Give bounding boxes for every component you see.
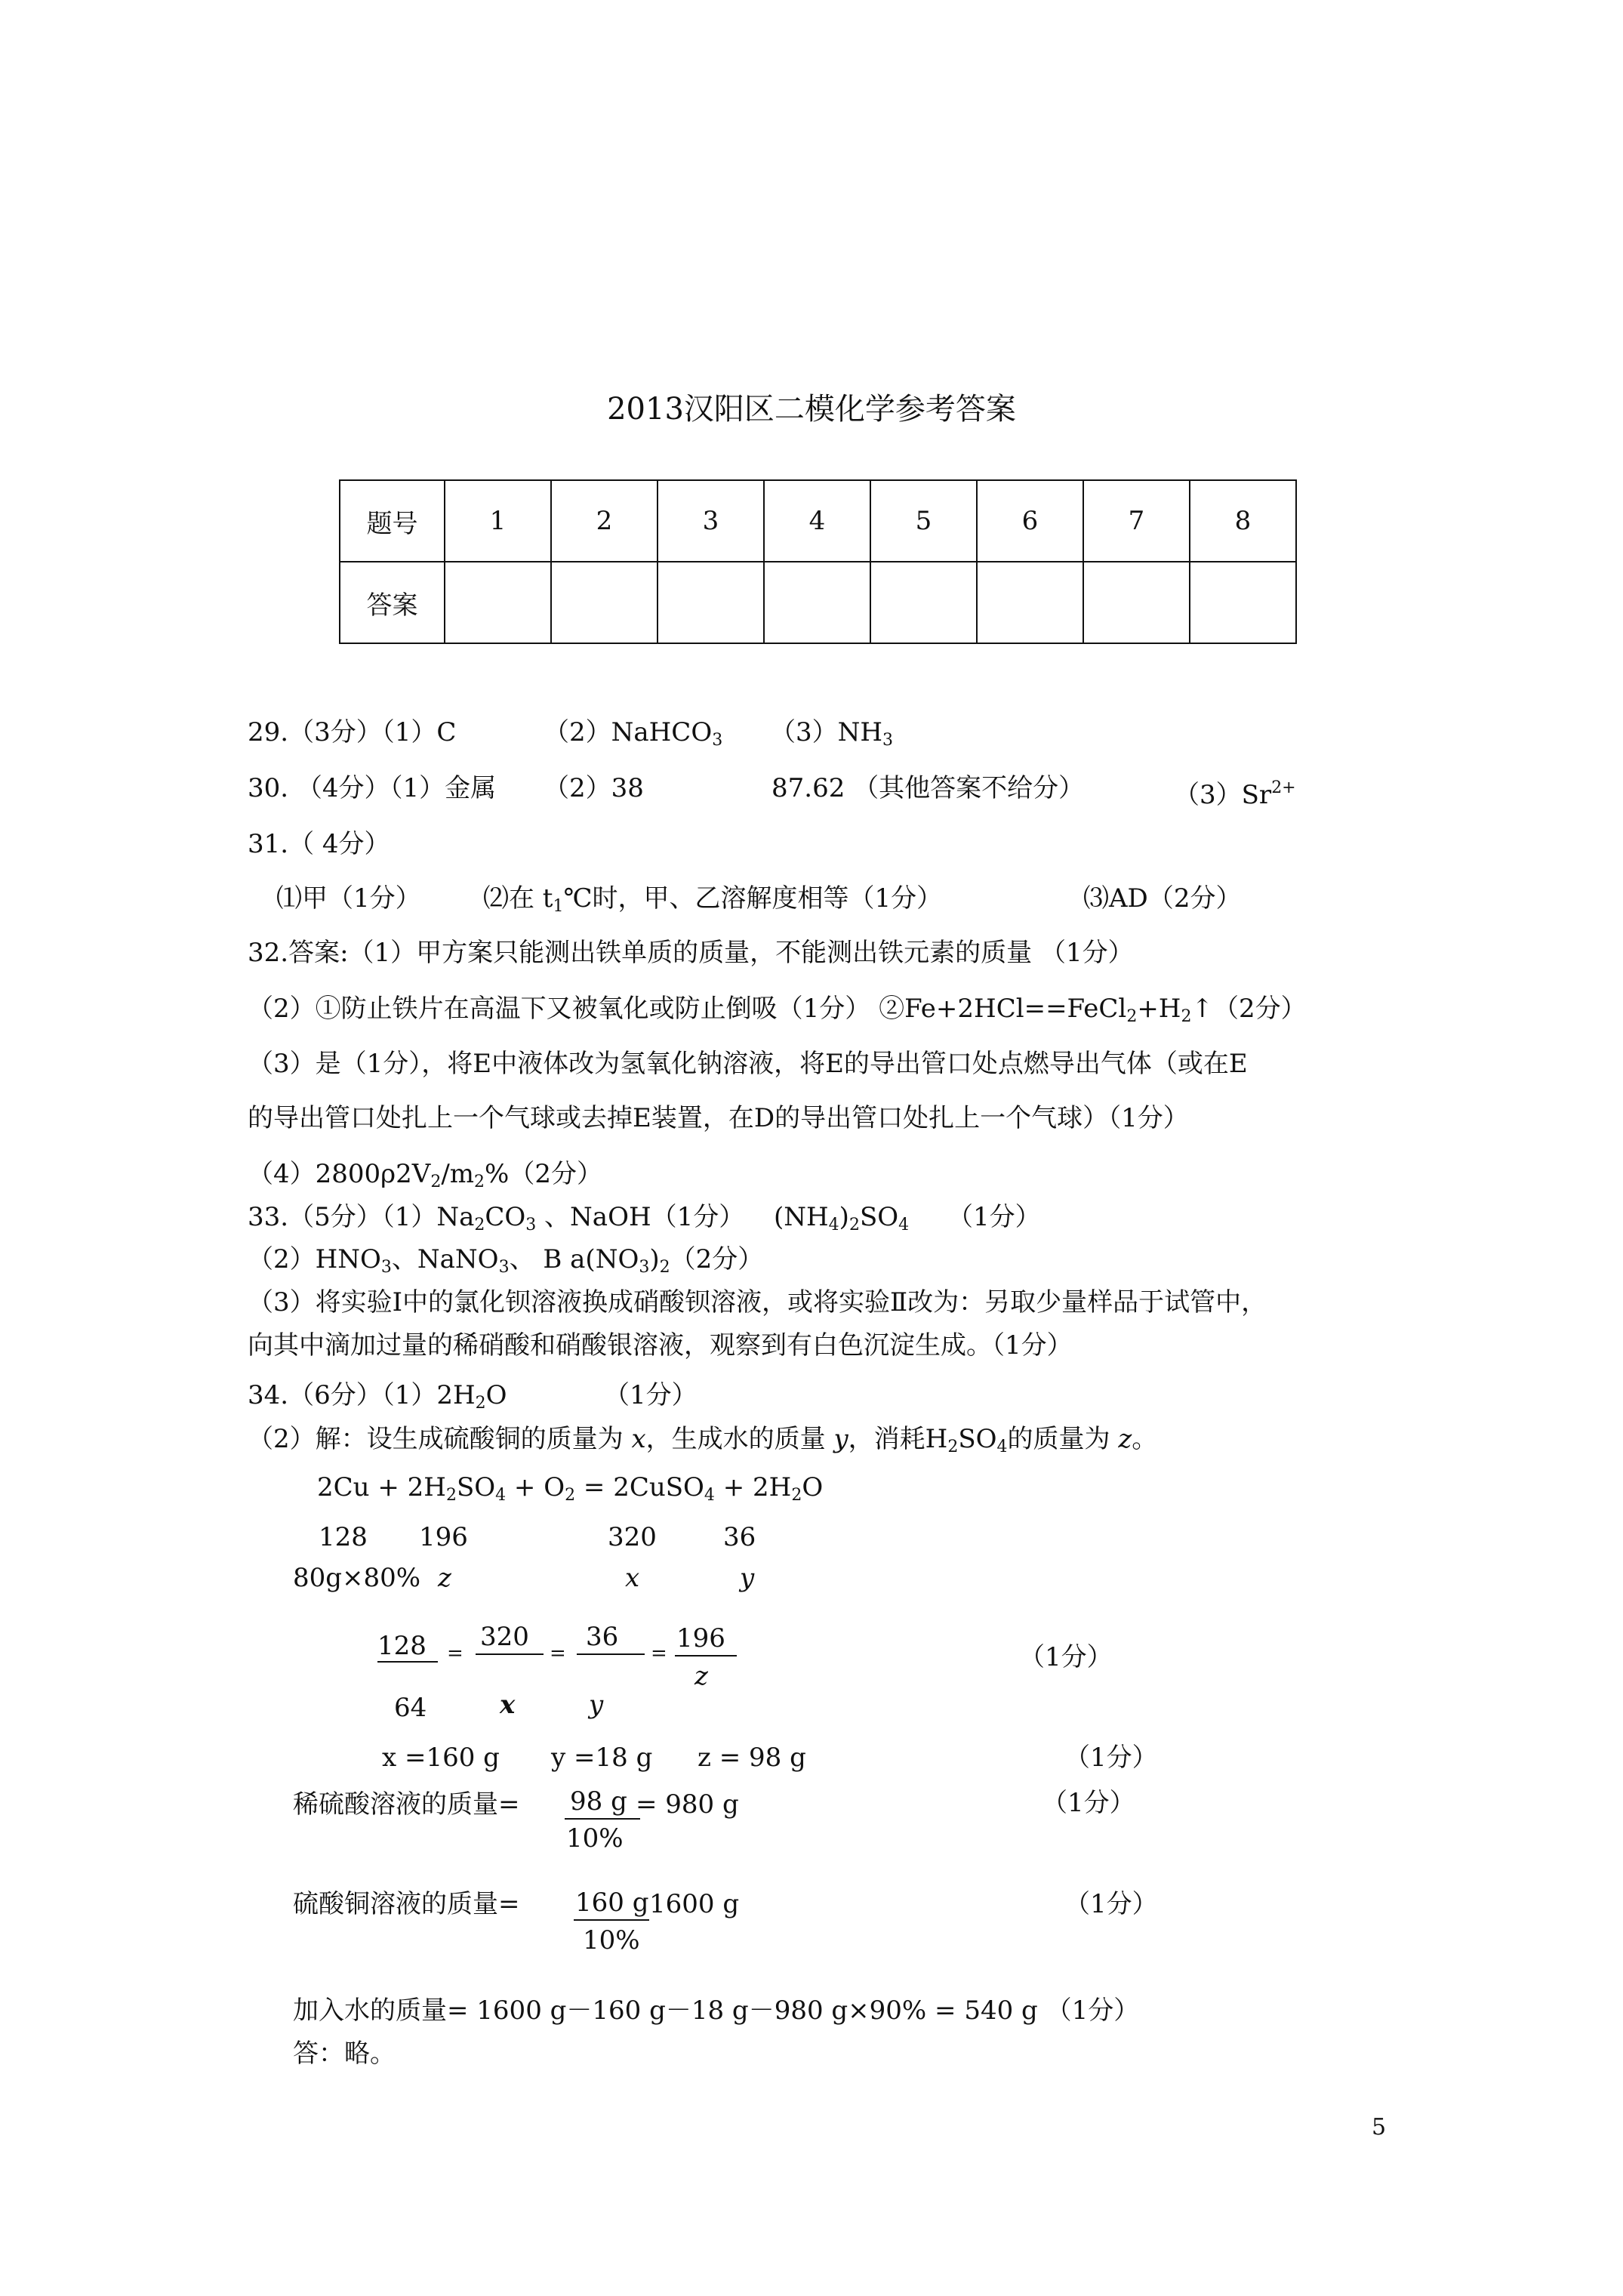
subscript: 4 xyxy=(828,1216,839,1234)
subscript: 3 xyxy=(639,1258,650,1277)
question-number-cell: 5 xyxy=(870,480,977,562)
subscript: 3 xyxy=(380,1258,392,1277)
row-header: 答案 xyxy=(340,562,445,643)
molar-mass-cu: 128 xyxy=(319,1522,368,1552)
result-z: z = 98 g xyxy=(698,1743,806,1773)
subscript: 4 xyxy=(704,1486,715,1505)
row-header: 题号 xyxy=(340,480,445,562)
q30-part3 xyxy=(1174,773,1296,810)
acid-mass-score: （1分） xyxy=(1042,1788,1135,1818)
var-x: x xyxy=(625,1563,640,1593)
q34-text: 34.（6分）（1）2H xyxy=(248,1380,476,1410)
subscript: 2 xyxy=(791,1486,802,1505)
question-number-cell: 6 xyxy=(977,480,1083,562)
subscript: 3 xyxy=(882,731,894,750)
q30-part2b: 87.62 （其他答案不给分） xyxy=(771,773,1085,803)
ratio-1-den: 64 xyxy=(394,1693,427,1723)
answer-cell xyxy=(658,562,764,643)
acid-mass-num: 98 g xyxy=(570,1786,627,1817)
q33-text: 、NaOH（1分） xyxy=(536,1202,745,1232)
ratio-4-num: 196 xyxy=(676,1623,725,1653)
ratio-score: （1分） xyxy=(1019,1642,1113,1672)
subscript: 2 xyxy=(475,1394,486,1413)
molar-mass-h2o: 36 xyxy=(723,1522,756,1552)
fraction-bar xyxy=(476,1653,544,1655)
cuso4-mass-den: 10% xyxy=(583,1925,640,1955)
subscript: 2 xyxy=(1181,1007,1192,1026)
mass-cu: 80g×80% xyxy=(293,1563,421,1593)
q32-line5 xyxy=(248,1159,602,1197)
q34-line1 xyxy=(248,1380,507,1419)
q34-text: ，生成水的质量 xyxy=(645,1424,826,1454)
q32-line3: （3）是（1分），将E中液体改为氢氧化钠溶液，将E的导出管口处点燃导出气体（或在E xyxy=(248,1049,1248,1079)
q32-line5-text-b: /m xyxy=(441,1159,475,1189)
cuso4-mass-score: （1分） xyxy=(1064,1889,1158,1919)
answer-cell xyxy=(1190,562,1296,643)
subscript: 2 xyxy=(474,1216,485,1234)
q34-text: SO xyxy=(958,1424,997,1454)
question-number-cell: 3 xyxy=(658,480,764,562)
q32-line5-text-c: %（2分） xyxy=(485,1159,602,1189)
subscript: 2 xyxy=(445,1486,457,1505)
cuso4-mass-num: 160 g xyxy=(575,1888,649,1918)
answer-cell xyxy=(870,562,977,643)
q34-line1-score: （1分） xyxy=(604,1380,698,1410)
page-number: 5 xyxy=(1372,2114,1387,2140)
answer-cell xyxy=(764,562,870,643)
eq-text: = 2CuSO xyxy=(575,1472,704,1502)
q33-text: 、NaNO xyxy=(391,1244,499,1274)
subscript: 3 xyxy=(525,1216,537,1234)
q31-part2-text-b: ℃时，甲、乙溶解度相等（1分） xyxy=(563,883,943,914)
subscript: 2 xyxy=(474,1173,485,1191)
q33-text: ) xyxy=(649,1244,660,1274)
molar-mass-cuso4: 320 xyxy=(608,1522,657,1552)
cuso4-mass-value: 1600 g xyxy=(649,1889,740,1919)
q33-text: SO xyxy=(859,1202,899,1232)
q29-line xyxy=(248,717,456,747)
fraction-bar xyxy=(577,1653,645,1655)
q33-text: ) xyxy=(839,1202,849,1232)
q33-line3: （3）将实验Ⅰ中的氯化钡溶液换成硝酸钡溶液，或将实验Ⅱ改为：另取少量样品于试管中， xyxy=(248,1287,1267,1318)
q33-line1-part2 xyxy=(774,1202,909,1240)
molar-mass-h2so4: 196 xyxy=(419,1522,468,1552)
fraction-bar xyxy=(565,1818,640,1820)
water-mass-line: 加入水的质量= 1600 g－160 g－18 g－980 g×90% = 540 g （1分） xyxy=(293,1996,1140,2026)
q34-text: ，消耗H xyxy=(848,1424,948,1454)
final-answer: 答：略。 xyxy=(293,2039,396,2069)
q33-line2 xyxy=(248,1244,763,1283)
result-y: y =18 g xyxy=(551,1743,653,1773)
q33-text: （2）HNO xyxy=(248,1244,381,1274)
reaction-equation xyxy=(317,1472,823,1511)
cuso4-mass-label: 硫酸铜溶液的质量= xyxy=(293,1889,520,1919)
var-z: z xyxy=(438,1563,451,1593)
question-number-cell: 7 xyxy=(1083,480,1190,562)
q29-part1: 29.（3分）（1）C xyxy=(248,717,457,747)
ratio-1-num: 128 xyxy=(377,1631,427,1661)
q32-line2-text: （2）①防止铁片在高温下又被氧化或防止倒吸（1分） ②Fe+2HCl==FeCl xyxy=(248,994,1127,1024)
q33-text: CO xyxy=(485,1202,526,1232)
acid-mass-value: = 980 g xyxy=(636,1789,739,1820)
q33-line4: 向其中滴加过量的稀硝酸和硝酸银溶液，观察到有白色沉淀生成。（1分） xyxy=(248,1330,1073,1361)
q31-part2 xyxy=(483,883,942,922)
q29-part3 xyxy=(770,717,893,756)
q32-line4: 的导出管口处扎上一个气球或去掉E装置，在D的导出管口处扎上一个气球）（1分） xyxy=(248,1103,1189,1133)
eq-text: SO xyxy=(456,1472,496,1502)
q30-part2: （2）38 xyxy=(544,773,644,803)
subscript: 2 xyxy=(430,1173,442,1191)
q33-text: 33.（5分）（1）Na xyxy=(248,1202,475,1232)
eq-text: 2Cu + 2H xyxy=(317,1472,446,1502)
q29-part3-text: （3）NH xyxy=(770,717,883,747)
superscript: 2+ xyxy=(1271,778,1296,797)
subscript: 4 xyxy=(898,1216,910,1234)
q34-text: 。 xyxy=(1132,1424,1158,1454)
answer-table xyxy=(339,479,1297,644)
q32-line2-text-b: +H xyxy=(1137,994,1181,1024)
subscript: 1 xyxy=(553,897,564,916)
eq-text: O xyxy=(802,1472,824,1502)
q31-part1: ⑴甲（1分） xyxy=(276,883,421,914)
question-number-cell: 1 xyxy=(445,480,551,562)
question-number-cell: 4 xyxy=(764,480,870,562)
ratio-4-den: z xyxy=(694,1661,708,1691)
q34-text: 的质量为 xyxy=(1007,1424,1110,1454)
page-title: 2013汉阳区二模化学参考答案 xyxy=(607,392,1016,427)
answer-cell xyxy=(445,562,551,643)
table-row xyxy=(340,480,1296,562)
q34-text: O xyxy=(485,1380,507,1410)
q30-part1: 30. （4分）（1）金属 xyxy=(248,773,497,803)
q33-text: (NH xyxy=(774,1202,829,1232)
q32-line2-text-c: ↑（2分） xyxy=(1191,994,1307,1024)
answer-cell xyxy=(977,562,1083,643)
equals-sign: = xyxy=(447,1642,463,1665)
result-x: x =160 g xyxy=(382,1743,500,1773)
subscript: 4 xyxy=(495,1486,507,1505)
q31-head: 31.（ 4分） xyxy=(248,829,390,859)
equals-sign: = xyxy=(651,1642,667,1665)
subscript: 2 xyxy=(1126,1007,1138,1026)
q31-part2-text: ⑵在 t xyxy=(483,883,553,914)
fraction-bar xyxy=(377,1661,438,1663)
ratio-3-den: y xyxy=(589,1690,604,1720)
fraction-bar xyxy=(574,1919,649,1921)
eq-text: + O xyxy=(506,1472,565,1502)
q29-part2-text: （2）NaHCO xyxy=(544,717,713,747)
subscript: 2 xyxy=(565,1486,576,1505)
q33-line1 xyxy=(248,1202,744,1240)
q32-line1: 32.答案:（1）甲方案只能测出铁单质的质量，不能测出铁元素的质量 （1分） xyxy=(248,938,1134,968)
question-number-cell: 2 xyxy=(551,480,658,562)
eq-text: + 2H xyxy=(714,1472,792,1502)
q33-text: 、 B a(NO xyxy=(509,1244,639,1274)
answer-cell xyxy=(1083,562,1190,643)
table-row xyxy=(340,562,1296,643)
var-x: x xyxy=(631,1424,646,1454)
fraction-bar xyxy=(675,1655,737,1657)
subscript: 2 xyxy=(848,1216,860,1234)
ratio-2-den: x xyxy=(500,1690,516,1720)
ratio-3-num: 36 xyxy=(586,1622,619,1652)
result-score: （1分） xyxy=(1064,1743,1158,1773)
subscript: 2 xyxy=(659,1258,670,1277)
subscript: 4 xyxy=(996,1438,1008,1456)
q33-line1-score: （1分） xyxy=(947,1202,1041,1232)
var-y: y xyxy=(740,1563,755,1593)
question-number-cell: 8 xyxy=(1190,480,1296,562)
ratio-2-num: 320 xyxy=(480,1622,529,1652)
q30-part3-text: （3）Sr xyxy=(1174,780,1272,810)
acid-mass-label: 稀硫酸溶液的质量= xyxy=(293,1789,520,1820)
q29-part2 xyxy=(544,717,722,756)
subscript: 3 xyxy=(712,731,723,750)
subscript: 2 xyxy=(947,1438,959,1456)
subscript: 3 xyxy=(498,1258,510,1277)
q32-line2 xyxy=(248,994,1307,1032)
q33-text: （2分） xyxy=(670,1244,764,1274)
acid-mass-den: 10% xyxy=(566,1823,624,1854)
equals-sign: = xyxy=(550,1642,566,1665)
var-y: y xyxy=(833,1424,848,1454)
answer-cell xyxy=(551,562,658,643)
q32-line5-text: （4）2800ρ2V xyxy=(248,1159,431,1189)
q34-text: （2）解：设生成硫酸铜的质量为 xyxy=(248,1424,624,1454)
q34-line2 xyxy=(248,1424,1157,1462)
var-z: z xyxy=(1118,1424,1132,1454)
q31-part3: ⑶AD（2分） xyxy=(1083,883,1242,914)
